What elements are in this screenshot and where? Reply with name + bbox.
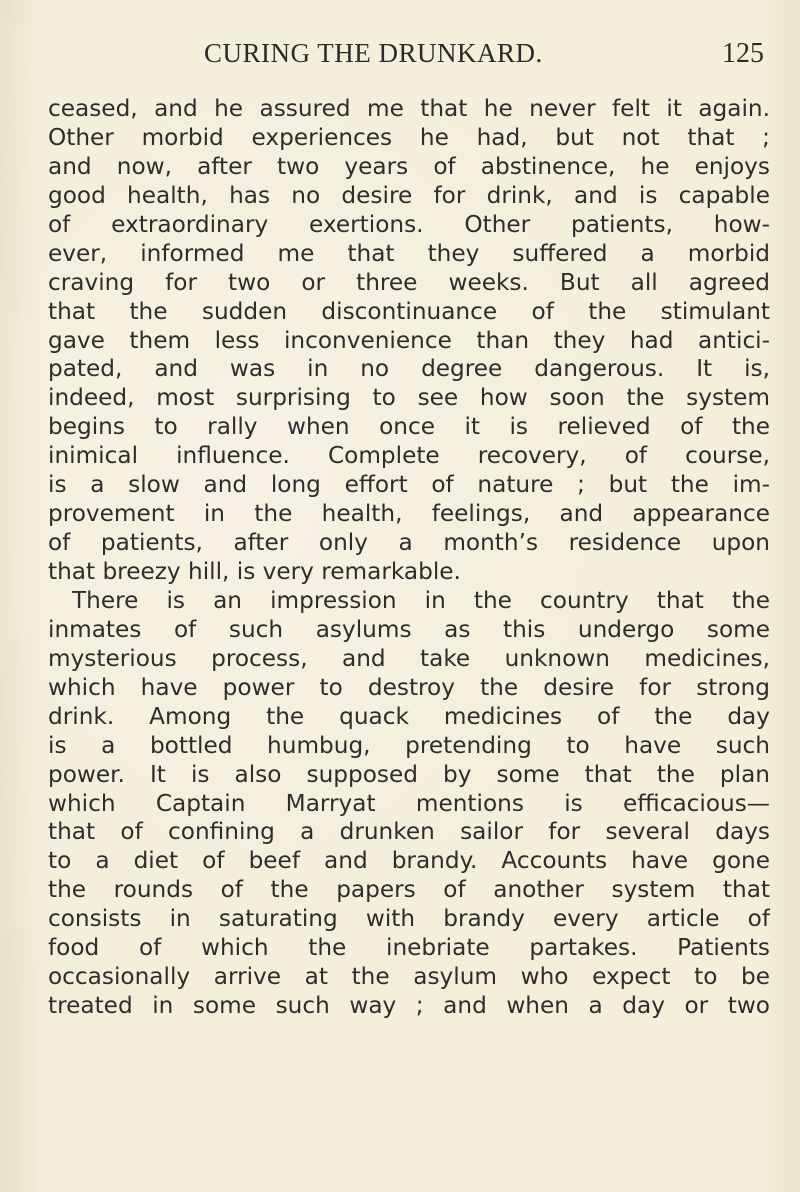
text-line: gave them less inconvenience than they had antici-: [48, 326, 770, 354]
text-line: treated in some such way ; and when a day or two: [48, 992, 770, 1020]
text-line: and now, after two years of abstinence, he enjoys: [48, 152, 770, 180]
paragraph-end-line: that breezy hill, is very remarkable.: [48, 558, 461, 585]
text-line: of patients, after only a month’s residence upon: [48, 529, 770, 557]
text-line: occasionally arrive at the asylum who expect to be: [48, 963, 770, 991]
text-line: which Captain Marryat mentions is efficacious—: [48, 789, 770, 817]
text-line: inimical influence. Complete recovery, of course,: [48, 442, 770, 470]
text-line: craving for two or three weeks. But all agreed: [48, 268, 770, 296]
text-line: pated, and was in no degree dangerous. It is,: [48, 355, 770, 383]
text-line: drink. Among the quack medicines of the day: [48, 702, 770, 730]
text-line: that of confining a drunken sailor for several days: [48, 818, 770, 846]
running-head: [0, 38, 800, 78]
text-line: which have power to destroy the desire for strong: [48, 673, 770, 701]
text-line: consists in saturating with brandy every article of: [48, 905, 770, 933]
chapter-title: CURING THE DRUNKARD.: [204, 38, 543, 68]
text-line: ceased, and he assured me that he never felt it again.: [48, 95, 770, 122]
text-line: begins to rally when once it is relieved of the: [48, 413, 770, 441]
text-line: mysterious process, and take unknown medicines,: [48, 644, 770, 672]
text-line: inmates of such asylums as this undergo some: [48, 615, 770, 643]
text-line: power. It is also supposed by some that the plan: [48, 760, 770, 788]
text-line: indeed, most surprising to see how soon the system: [48, 384, 770, 412]
text-line: of extraordinary exertions. Other patients, how-: [48, 210, 770, 238]
text-line: provement in the health, feelings, and appearance: [48, 500, 770, 528]
text-line: that the sudden discontinuance of the stimulant: [48, 297, 770, 325]
text-line: good health, has no desire for drink, and is capable: [48, 181, 770, 209]
text-line: to a diet of beef and brandy. Accounts have gone: [48, 847, 770, 875]
text-line: is a bottled humbug, pretending to have such: [48, 731, 770, 759]
body-text: [48, 95, 770, 1021]
text-line: is a slow and long effort of nature ; but the im-: [48, 471, 770, 499]
paragraph-start-line: There is an impression in the country that the: [72, 586, 770, 614]
text-line: ever, informed me that they suffered a morbid: [48, 239, 770, 267]
text-line: food of which the inebriate partakes. Patients: [48, 934, 770, 962]
text-line: Other morbid experiences he had, but not that ;: [48, 123, 770, 151]
text-line: the rounds of the papers of another system that: [48, 876, 770, 904]
page-number: 125: [722, 38, 764, 69]
